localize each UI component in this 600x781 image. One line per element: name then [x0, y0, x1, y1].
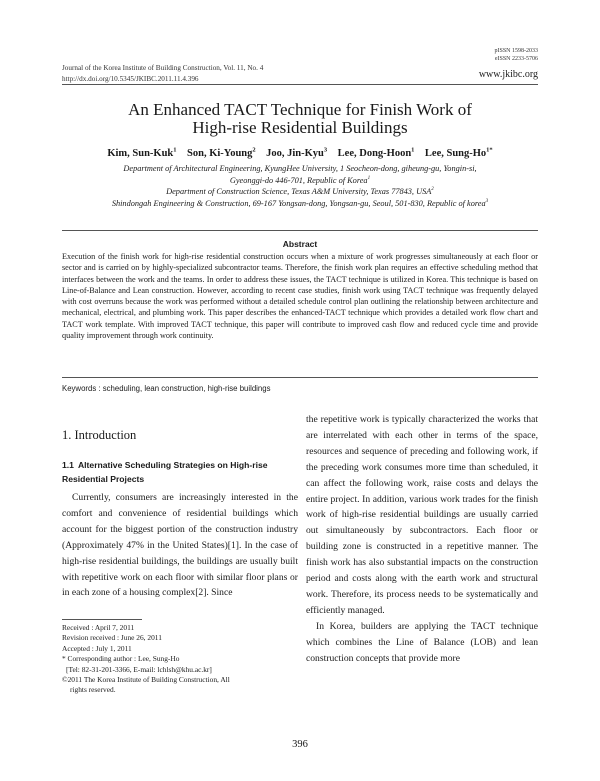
footnote-line: rights reserved.: [70, 685, 116, 695]
journal-website[interactable]: www.jkibc.org: [478, 69, 538, 80]
abstract-bottom-rule: [62, 377, 538, 378]
pissn: pISSN 1598-2033: [494, 48, 538, 54]
journal-name: Journal of the Korea Institute of Building Construction, Vol. 11, No. 4: [62, 64, 264, 72]
keywords: Keywords : scheduling, lean construction, high-rise buildings: [62, 384, 271, 393]
abstract-body: Execution of the finish work for high-rise residential construction occurs when a mixture of work progresses simultaneously at each floor or sector and is carried on by highly-specialized subcontractor teams. Therefore, the finish work plan requires an effective scheduling method that interfaces between the work and the teams. In order to address these issues, the TACT technique is utilized in Korea. This technique is based on Line-of-Balance and Lean construction. However, according to recent case studies, finish work using TACT technique was frequently delayed with cost overruns because the work was performed without a detailed schedule control plan outlining the relationship between architecture and mechanical, electrical, and plumbing work. This paper describes the enhanced-TACT technique which provides a detailed work flow chart and TACT work template. With improved TACT technique, this paper will contribute to improved cash flow and reduced cycle time and provide quality improvement through work continuity.: [62, 252, 538, 341]
subsection-heading: [62, 458, 298, 486]
author-name: Son, Ki-Young: [187, 148, 253, 159]
right-column-paragraph: In Korea, builders are applying the TACT technique which combines the Line of Balance (LOB) and lean construction concepts that provide more: [306, 620, 538, 664]
author-name: Lee, Dong-Hoon: [337, 148, 412, 159]
right-column-paragraph: the repetitive work is typically characterized the works that are interrelated with each other in terms of the space, resources and sequence of preceding and following work, if the preceding work consumes more time than scheduled, it can affect the following work, raise costs and delays the entire project. In addition, various work trades for the finish work of high-rise residential buildings are usually carried out simultaneously by subcontractors. Each floor or building zone is constructed in a repetitive manner. The finish work has also substantial impacts on the construction period and costs along with the earth work and structural work. Therefore, its process needs to be systematically and efficiently managed.: [306, 414, 538, 616]
issn-block: [494, 48, 538, 63]
footnote-line: Received : April 7, 2011: [62, 623, 135, 632]
footnote-line: * Corresponding author : Lee, Sung-Ho: [62, 654, 180, 664]
affiliation-line: Shindongah Engineering & Construction, 69-167 Yongsan-dong, Yongsan-gu, Seoul, 501-830, Republic of korea$^3$: [111, 198, 489, 208]
section-heading: 1. Introduction: [62, 428, 137, 442]
journal-header: [62, 63, 263, 84]
author-sup: 2: [252, 146, 256, 154]
affiliations: [62, 163, 538, 209]
affiliation-line: Department of Construction Science, Texas A&M University, Texas 77843, USA$^2$: [166, 186, 434, 197]
affiliation-line: Gyeonggi-do 446-701, Republic of Korea$^1$: [229, 174, 371, 185]
author-sup: 3: [323, 146, 328, 154]
author-name: Kim, Sun-Kuk: [107, 148, 174, 159]
doi-link[interactable]: http://dx.doi.org/10.5345/JKIBC.2011.11.4.396: [62, 74, 199, 83]
header-rule: [62, 84, 538, 85]
abstract-top-rule: [62, 230, 538, 231]
footnotes: [62, 623, 298, 696]
paper-title: [62, 101, 538, 137]
page-number: 396: [292, 739, 308, 750]
footnote-line: Accepted : July 1, 2011: [62, 643, 132, 653]
title-line-1: An Enhanced TACT Technique for Finish Work of: [128, 100, 472, 119]
author-list: [62, 148, 538, 159]
author-name: Lee, Sung-Ho: [424, 148, 487, 159]
abstract-heading: Abstract: [282, 239, 318, 249]
footnote-line: Revision received : June 26, 2011: [62, 633, 162, 643]
footnote-line: ©2011 The Korea Institute of Building Construction, All: [62, 675, 230, 685]
subsection-number: 1.1: [62, 460, 74, 470]
author-sup: 1: [411, 146, 415, 154]
affiliation-line: Department of Architectural Engineering, KyungHee University, 1 Seocheon-dong, giheung-gu, Yongin-si,: [123, 164, 477, 173]
title-line-2: High-rise Residential Buildings: [192, 118, 408, 137]
eissn: eISSN 2233-5706: [494, 55, 538, 62]
author-name: Joo, Jin-Kyu: [266, 148, 324, 159]
footnote-rule: [62, 619, 142, 620]
subsection-title: Alternative Scheduling Strategies on High-rise Residential Projects: [62, 460, 268, 484]
footnote-line: [Tel: 82-31-201-3366, E-mail: lchlsh@khu.ac.kr]: [66, 664, 212, 674]
left-column-paragraph: Currently, consumers are increasingly interested in the comfort and convenience of residential buildings which account for the biggest portion of the construction industry (Approximately 47% in the United States)[1]. In the case of high-rise residential buildings, the buildings are usually built with repetitive work on each floor with similar floor plans or in each zone of a housing complex[2]. Since: [62, 492, 298, 599]
author-sup: 1*: [486, 146, 493, 154]
author-sup: 1: [173, 146, 177, 154]
right-column: [306, 412, 538, 667]
